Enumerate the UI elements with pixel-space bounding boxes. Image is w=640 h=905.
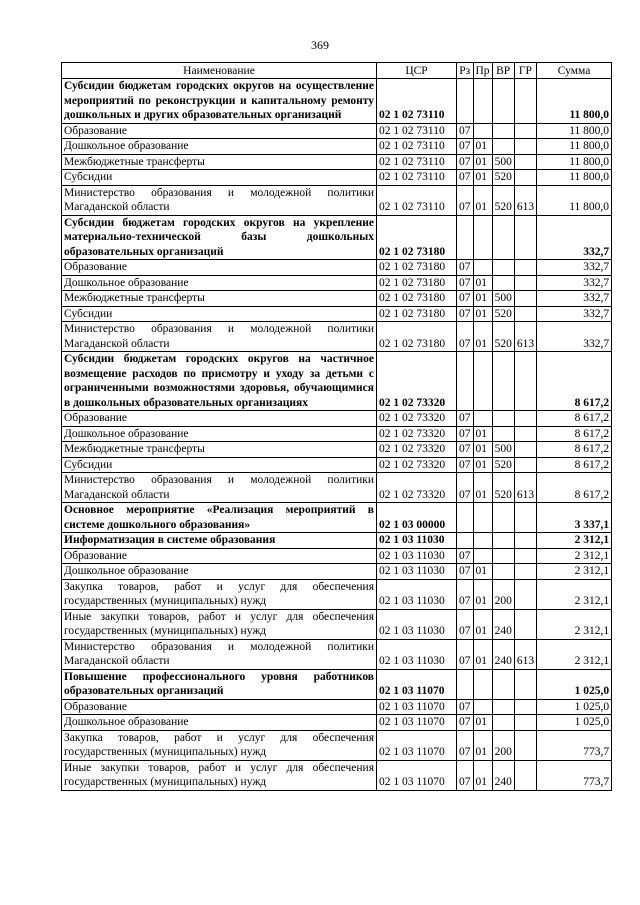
- cell-gr: [514, 411, 536, 427]
- cell-sum: 11 800,0: [537, 170, 612, 186]
- cell-csr: 02 1 03 11030: [377, 609, 457, 639]
- cell-csr: 02 1 03 11030: [377, 533, 457, 549]
- cell-sum: 11 800,0: [537, 139, 612, 155]
- cell-sum: 8 617,2: [537, 411, 612, 427]
- cell-gr: [514, 123, 536, 139]
- cell-pr: 01: [473, 275, 492, 291]
- cell-rz: 07: [457, 760, 474, 790]
- table-row: [62, 457, 612, 473]
- cell-vr: 200: [492, 730, 514, 760]
- cell-vr: 240: [492, 760, 514, 790]
- cell-pr: [473, 503, 492, 533]
- cell-sum: 332,7: [537, 215, 612, 260]
- cell-gr: [514, 715, 536, 731]
- cell-sum: 2 312,1: [537, 548, 612, 564]
- cell-name: Дошкольное образование: [62, 275, 377, 291]
- cell-vr: [492, 669, 514, 699]
- cell-name: Министерство образования и молодежной политики Магаданской области: [62, 473, 377, 503]
- cell-vr: [492, 215, 514, 260]
- cell-vr: [492, 699, 514, 715]
- cell-gr: 613: [514, 639, 536, 669]
- cell-csr: 02 1 02 73110: [377, 123, 457, 139]
- cell-gr: [514, 139, 536, 155]
- cell-csr: 02 1 02 73110: [377, 139, 457, 155]
- cell-sum: 8 617,2: [537, 457, 612, 473]
- cell-sum: 2 312,1: [537, 564, 612, 580]
- cell-pr: 01: [473, 609, 492, 639]
- cell-pr: 01: [473, 154, 492, 170]
- cell-gr: [514, 730, 536, 760]
- cell-gr: [514, 609, 536, 639]
- table-row: [62, 548, 612, 564]
- cell-csr: 02 1 02 73320: [377, 457, 457, 473]
- cell-csr: 02 1 02 73180: [377, 260, 457, 276]
- cell-name: Повышение профессионального уровня работников образовательных организаций: [62, 669, 377, 699]
- cell-name: Межбюджетные трансферты: [62, 291, 377, 307]
- header-csr: ЦСР: [377, 63, 457, 79]
- cell-rz: 07: [457, 564, 474, 580]
- cell-rz: 07: [457, 185, 474, 215]
- cell-gr: [514, 215, 536, 260]
- cell-pr: 01: [473, 564, 492, 580]
- table-row: [62, 639, 612, 669]
- cell-rz: 07: [457, 275, 474, 291]
- cell-name: Министерство образования и молодежной политики Магаданской области: [62, 322, 377, 352]
- table-header-row: [62, 63, 612, 79]
- page-number: 369: [311, 38, 329, 52]
- cell-gr: [514, 579, 536, 609]
- cell-sum: 1 025,0: [537, 715, 612, 731]
- cell-gr: [514, 79, 536, 124]
- cell-gr: [514, 154, 536, 170]
- cell-name: Дошкольное образование: [62, 564, 377, 580]
- cell-name: Образование: [62, 699, 377, 715]
- cell-rz: 07: [457, 442, 474, 458]
- cell-csr: 02 1 02 73110: [377, 185, 457, 215]
- cell-rz: 07: [457, 639, 474, 669]
- cell-name: Дошкольное образование: [62, 426, 377, 442]
- cell-vr: [492, 123, 514, 139]
- cell-name: Субсидии: [62, 457, 377, 473]
- cell-sum: 8 617,2: [537, 426, 612, 442]
- cell-gr: [514, 442, 536, 458]
- cell-gr: [514, 260, 536, 276]
- cell-csr: 02 1 02 73180: [377, 291, 457, 307]
- cell-gr: [514, 426, 536, 442]
- cell-sum: 11 800,0: [537, 185, 612, 215]
- cell-name: Субсидии бюджетам городских округов на укрепление материально-технической базы дошкольных образовательных организаций: [62, 215, 377, 260]
- cell-sum: 2 312,1: [537, 639, 612, 669]
- cell-vr: [492, 260, 514, 276]
- cell-csr: 02 1 03 11030: [377, 564, 457, 580]
- cell-csr: 02 1 02 73320: [377, 442, 457, 458]
- header-sum: Сумма: [537, 63, 612, 79]
- cell-gr: 613: [514, 322, 536, 352]
- cell-sum: 773,7: [537, 760, 612, 790]
- table-row: [62, 123, 612, 139]
- cell-pr: 01: [473, 170, 492, 186]
- cell-sum: 332,7: [537, 306, 612, 322]
- cell-pr: [473, 260, 492, 276]
- cell-vr: [492, 79, 514, 124]
- table-row: [62, 442, 612, 458]
- cell-pr: 01: [473, 426, 492, 442]
- cell-pr: [473, 123, 492, 139]
- table-row: [62, 411, 612, 427]
- cell-name: Субсидии: [62, 170, 377, 186]
- cell-rz: 07: [457, 411, 474, 427]
- cell-name: Межбюджетные трансферты: [62, 154, 377, 170]
- cell-csr: 02 1 02 73110: [377, 79, 457, 124]
- cell-pr: 01: [473, 442, 492, 458]
- cell-pr: 01: [473, 291, 492, 307]
- cell-pr: 01: [473, 730, 492, 760]
- table-row: [62, 669, 612, 699]
- cell-csr: 02 1 02 73180: [377, 322, 457, 352]
- budget-table: [61, 62, 612, 791]
- table-row: [62, 503, 612, 533]
- cell-vr: [492, 275, 514, 291]
- cell-sum: 2 312,1: [537, 579, 612, 609]
- cell-sum: 8 617,2: [537, 442, 612, 458]
- table-row: [62, 139, 612, 155]
- cell-vr: 520: [492, 185, 514, 215]
- cell-vr: 500: [492, 442, 514, 458]
- cell-sum: 11 800,0: [537, 154, 612, 170]
- cell-vr: 240: [492, 609, 514, 639]
- cell-rz: 07: [457, 579, 474, 609]
- cell-vr: 520: [492, 322, 514, 352]
- cell-gr: [514, 275, 536, 291]
- cell-name: Министерство образования и молодежной политики Магаданской области: [62, 639, 377, 669]
- cell-pr: [473, 533, 492, 549]
- cell-pr: 01: [473, 639, 492, 669]
- cell-pr: 01: [473, 760, 492, 790]
- cell-vr: [492, 564, 514, 580]
- cell-rz: [457, 669, 474, 699]
- cell-sum: 332,7: [537, 260, 612, 276]
- cell-vr: [492, 533, 514, 549]
- cell-csr: 02 1 02 73110: [377, 154, 457, 170]
- cell-rz: [457, 533, 474, 549]
- table-row: [62, 609, 612, 639]
- cell-gr: [514, 503, 536, 533]
- table-row: [62, 154, 612, 170]
- cell-rz: 07: [457, 306, 474, 322]
- header-name: Наименование: [62, 63, 377, 79]
- cell-gr: [514, 760, 536, 790]
- cell-rz: 07: [457, 473, 474, 503]
- cell-name: Субсидии бюджетам городских округов на частичное возмещение расходов по присмотру и уходу за детьми с ограниченными возможностями здоровья, обучающимися в дошкольных образовательных организациях: [62, 352, 377, 411]
- table-row: [62, 533, 612, 549]
- cell-sum: 2 312,1: [537, 533, 612, 549]
- cell-pr: [473, 215, 492, 260]
- cell-csr: 02 1 03 11070: [377, 699, 457, 715]
- table-row: [62, 426, 612, 442]
- cell-rz: 07: [457, 291, 474, 307]
- cell-pr: 01: [473, 457, 492, 473]
- cell-vr: [492, 139, 514, 155]
- cell-gr: [514, 564, 536, 580]
- cell-rz: 07: [457, 139, 474, 155]
- cell-sum: 11 800,0: [537, 79, 612, 124]
- cell-gr: 613: [514, 185, 536, 215]
- cell-name: Субсидии: [62, 306, 377, 322]
- cell-sum: 8 617,2: [537, 473, 612, 503]
- cell-sum: 3 337,1: [537, 503, 612, 533]
- cell-sum: 773,7: [537, 730, 612, 760]
- cell-csr: 02 1 03 11070: [377, 715, 457, 731]
- table-row: [62, 760, 612, 790]
- cell-gr: [514, 699, 536, 715]
- cell-csr: 02 1 03 11030: [377, 639, 457, 669]
- table-row: [62, 79, 612, 124]
- cell-gr: [514, 306, 536, 322]
- cell-sum: 1 025,0: [537, 669, 612, 699]
- cell-csr: 02 1 03 11030: [377, 579, 457, 609]
- cell-pr: 01: [473, 579, 492, 609]
- cell-name: Образование: [62, 548, 377, 564]
- cell-vr: 520: [492, 306, 514, 322]
- cell-vr: [492, 426, 514, 442]
- cell-name: Информатизация в системе образования: [62, 533, 377, 549]
- cell-pr: [473, 411, 492, 427]
- header-rz: Рз: [457, 63, 474, 79]
- cell-name: Образование: [62, 123, 377, 139]
- cell-gr: [514, 170, 536, 186]
- cell-sum: 2 312,1: [537, 609, 612, 639]
- cell-vr: 520: [492, 170, 514, 186]
- cell-csr: 02 1 03 11070: [377, 760, 457, 790]
- table-row: [62, 730, 612, 760]
- cell-rz: [457, 79, 474, 124]
- cell-pr: 01: [473, 306, 492, 322]
- cell-pr: 01: [473, 139, 492, 155]
- cell-name: Закупка товаров, работ и услуг для обеспечения государственных (муниципальных) нужд: [62, 730, 377, 760]
- table-row: [62, 275, 612, 291]
- cell-gr: [514, 533, 536, 549]
- cell-vr: 500: [492, 154, 514, 170]
- cell-sum: 1 025,0: [537, 699, 612, 715]
- cell-csr: 02 1 03 00000: [377, 503, 457, 533]
- cell-csr: 02 1 02 73320: [377, 411, 457, 427]
- table-row: [62, 291, 612, 307]
- cell-sum: 332,7: [537, 291, 612, 307]
- cell-pr: [473, 352, 492, 411]
- cell-rz: 07: [457, 457, 474, 473]
- cell-csr: 02 1 02 73320: [377, 352, 457, 411]
- cell-sum: 11 800,0: [537, 123, 612, 139]
- cell-pr: [473, 548, 492, 564]
- cell-name: Иные закупки товаров, работ и услуг для обеспечения государственных (муниципальных) нужд: [62, 760, 377, 790]
- cell-rz: 07: [457, 730, 474, 760]
- header-vr: ВР: [492, 63, 514, 79]
- cell-pr: [473, 79, 492, 124]
- cell-vr: [492, 548, 514, 564]
- cell-name: Образование: [62, 411, 377, 427]
- cell-pr: [473, 669, 492, 699]
- cell-rz: 07: [457, 548, 474, 564]
- cell-vr: 520: [492, 457, 514, 473]
- cell-rz: [457, 215, 474, 260]
- cell-name: Закупка товаров, работ и услуг для обеспечения государственных (муниципальных) нужд: [62, 579, 377, 609]
- cell-pr: [473, 699, 492, 715]
- table-row: [62, 185, 612, 215]
- cell-gr: [514, 291, 536, 307]
- table-row: [62, 473, 612, 503]
- table-row: [62, 322, 612, 352]
- cell-csr: 02 1 02 73180: [377, 275, 457, 291]
- cell-sum: 332,7: [537, 275, 612, 291]
- cell-pr: 01: [473, 473, 492, 503]
- cell-rz: 07: [457, 426, 474, 442]
- cell-gr: [514, 669, 536, 699]
- table-row: [62, 564, 612, 580]
- table-row: [62, 215, 612, 260]
- cell-rz: 07: [457, 699, 474, 715]
- cell-rz: 07: [457, 609, 474, 639]
- cell-csr: 02 1 03 11070: [377, 730, 457, 760]
- cell-csr: 02 1 03 11070: [377, 669, 457, 699]
- cell-pr: 01: [473, 185, 492, 215]
- cell-pr: 01: [473, 322, 492, 352]
- cell-name: Образование: [62, 260, 377, 276]
- cell-vr: 240: [492, 639, 514, 669]
- cell-rz: 07: [457, 123, 474, 139]
- header-gr: ГР: [514, 63, 536, 79]
- table-row: [62, 306, 612, 322]
- cell-pr: 01: [473, 715, 492, 731]
- cell-name: Основное мероприятие «Реализация мероприятий в системе дошкольного образования»: [62, 503, 377, 533]
- cell-rz: 07: [457, 322, 474, 352]
- table-row: [62, 715, 612, 731]
- cell-vr: 500: [492, 291, 514, 307]
- cell-gr: [514, 352, 536, 411]
- cell-csr: 02 1 03 11030: [377, 548, 457, 564]
- cell-csr: 02 1 02 73320: [377, 473, 457, 503]
- cell-vr: 200: [492, 579, 514, 609]
- cell-gr: 613: [514, 473, 536, 503]
- cell-rz: 07: [457, 715, 474, 731]
- cell-rz: 07: [457, 170, 474, 186]
- cell-name: Субсидии бюджетам городских округов на осуществление мероприятий по реконструкции и капитальному ремонту дошкольных и других образовательных организаций: [62, 79, 377, 124]
- table-row: [62, 699, 612, 715]
- cell-vr: [492, 715, 514, 731]
- cell-name: Иные закупки товаров, работ и услуг для обеспечения государственных (муниципальных) нужд: [62, 609, 377, 639]
- cell-rz: [457, 503, 474, 533]
- cell-name: Министерство образования и молодежной политики Магаданской области: [62, 185, 377, 215]
- cell-vr: [492, 411, 514, 427]
- cell-sum: 332,7: [537, 322, 612, 352]
- cell-name: Дошкольное образование: [62, 139, 377, 155]
- cell-csr: 02 1 02 73320: [377, 426, 457, 442]
- cell-vr: [492, 352, 514, 411]
- header-pr: Пр: [473, 63, 492, 79]
- cell-rz: 07: [457, 154, 474, 170]
- cell-sum: 8 617,2: [537, 352, 612, 411]
- table-row: [62, 260, 612, 276]
- cell-name: Дошкольное образование: [62, 715, 377, 731]
- cell-rz: 07: [457, 260, 474, 276]
- cell-vr: 520: [492, 473, 514, 503]
- cell-csr: 02 1 02 73180: [377, 215, 457, 260]
- table-row: [62, 352, 612, 411]
- cell-csr: 02 1 02 73180: [377, 306, 457, 322]
- cell-rz: [457, 352, 474, 411]
- cell-vr: [492, 503, 514, 533]
- cell-gr: [514, 457, 536, 473]
- table-row: [62, 579, 612, 609]
- cell-csr: 02 1 02 73110: [377, 170, 457, 186]
- table-row: [62, 170, 612, 186]
- cell-name: Межбюджетные трансферты: [62, 442, 377, 458]
- cell-gr: [514, 548, 536, 564]
